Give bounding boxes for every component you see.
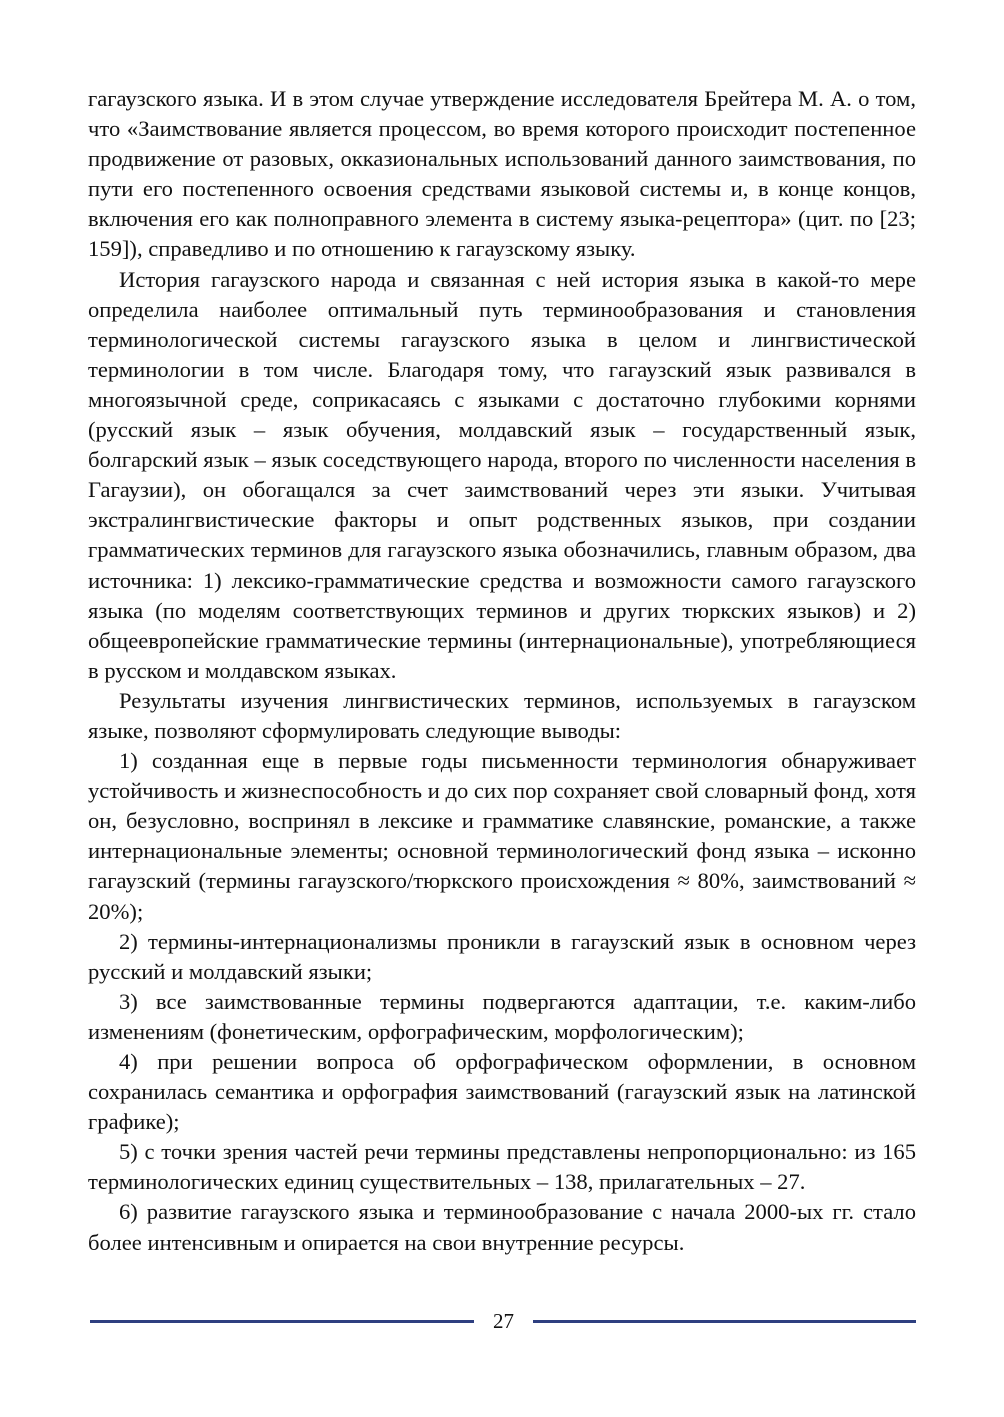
page-footer (90, 1309, 916, 1333)
paragraph-2: История гагаузского народа и связанная с ней история языка в какой-то мере определила наиболее оптимальный путь терминообразования и становления терминологической системы гагаузского языка в целом и лингвистической терминологии в том числе. Благодаря тому, что гагаузский язык развивался в многоязычной среде, соприкасаясь с языками с достаточно глубокими корнями (русский язык – язык обучения, молдавский язык – государственный язык, болгарский язык – язык соседствующего народа, второго по численности населения в Гагаузии), он обогащался за счет заимствований через эти языки. Учитывая экстралингвистические факторы и опыт родственных языков, при создании грамматических терминов для гагаузского языка обозначились, главным образом, два источника: 1) лексико-грамматические средства и возможности самого гагаузского языка (по моделям соответствующих терминов и других тюркских языков) и 2) общеевропейские грамматические термины (интернациональные), употребляющиеся в русском и молдавском языках. (88, 266, 916, 683)
page-body (88, 84, 916, 1258)
page-number: 27 (493, 1309, 514, 1333)
conclusion-item-3: 3) все заимствованные термины подвергаются адаптации, т.е. каким-либо изменениям (фонетическим, орфографическим, морфологическим); (88, 988, 916, 1044)
conclusion-item-4: 4) при решении вопроса об орфографическом оформлении, в основном сохранилась семантика и орфография заимствований (гагаузский язык на латинской графике); (88, 1049, 916, 1135)
paragraph-3: Результаты изучения лингвистических терминов, используемых в гагаузском языке, позволяют сформулировать следующие выводы: (88, 687, 916, 743)
paragraph-1: гагаузского языка. И в этом случае утверждение исследователя Брейтера М. А. о том, что «Заимствование является процессом, во время которого происходит постепенное продвижение от разовых, окказиональных использований данного заимствования, по пути его постепенного освоения средствами языковой системы и, в конце концов, включения его как полноправного элемента в систему языка-рецептора» (цит. по [23; 159]), справедливо и по отношению к гагаузскому языку. (88, 86, 916, 262)
footer-rule-left (90, 1320, 474, 1323)
conclusion-item-5: 5) с точки зрения частей речи термины представлены непропорционально: из 165 терминологических единиц существительных – 138, прилагательных – 27. (88, 1139, 916, 1195)
footer-rule-right (533, 1320, 916, 1323)
conclusion-item-1: 1) созданная еще в первые годы письменности терминология обнаруживает устойчивость и жизнеспособность и до сих пор сохраняет свой словарный фонд, хотя он, безусловно, воспринял в лексике и грамматике славянские, романские, а также интернациональные элементы; основной терминологический фонд языка – исконно гагаузский (термины гагаузского/тюркского происхождения ≈ 80%, заимствований ≈ 20%); (88, 748, 916, 924)
conclusion-item-2: 2) термины-интернационализмы проникли в гагаузский язык в основном через русский и молдавский языки; (88, 928, 916, 984)
conclusion-item-6: 6) развитие гагаузского языка и терминообразование с начала 2000-ых гг. стало более интенсивным и опирается на свои внутренние ресурсы. (88, 1199, 916, 1255)
